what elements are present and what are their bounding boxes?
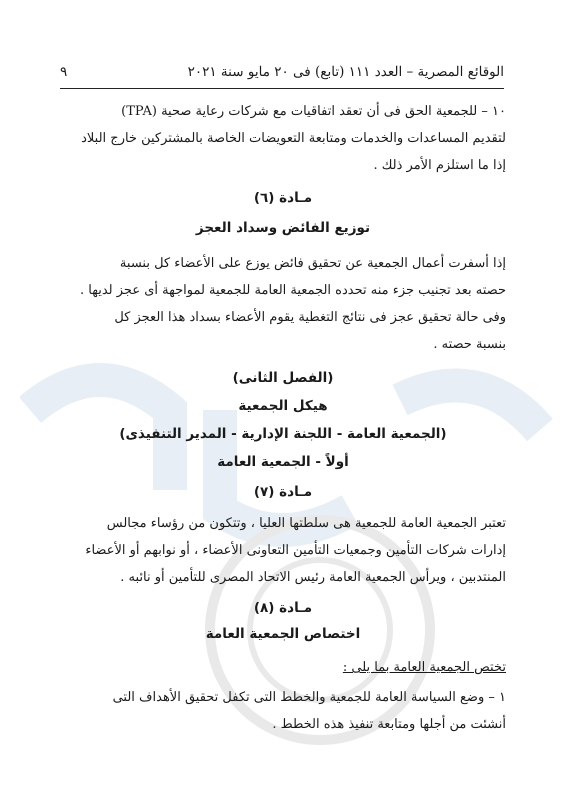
page-header [60,64,504,86]
paragraph-line: وفى حالة تحقيق عجز فى نتائج التغطية يقوم الأعضاء بسداد هذا العجز كل [114,310,506,325]
article-8-item-1 [72,684,506,738]
item-10-line: لتقديم المساعدات والخدمات ومتابعة التعويضات الخاصة بالمشتركين خارج البلاد [81,131,506,146]
paragraph-line: حصته بعد تجنيب جزء منه تحدده الجمعية العامة للجمعية لمواجهة أى عجز لديها . [80,283,506,298]
paragraph-line: تعتبر الجمعية العامة للجمعية هى سلطتها العليا ، وتتكون من رؤساء مجالس [106,516,506,531]
article-7-text [72,510,506,591]
paragraph-line: بنسبة حصته . [433,337,506,352]
page-number: ٩ [60,64,68,80]
paragraph-line: أنشئت من أجلها ومتابعة تنفيذ هذه الخطط . [272,717,506,732]
article-7-heading: مـادة (٧) [253,484,313,500]
paragraph-line: المنتدبين ، ويرأس الجمعية العامة رئيس الاتحاد المصرى للتأمين أو نائبه . [120,570,506,585]
header-rule [60,88,504,89]
article-8-intro-text: تختص الجمعية العامة بما يلى : [342,660,506,675]
article-8-title: اختصاص الجمعية العامة [205,626,361,642]
chapter-2-components: (الجمعية العامة - اللجنة الإدارية - المدير التنفيذى) [119,426,447,442]
gazette-title: الوقائع المصرية – العدد ١١١ (تابع) فى ٢٠ مايو سنة ٢٠٢١ [187,64,504,80]
item-10 [72,98,506,179]
chapter-2-title: (الفصل الثانى) [232,370,334,386]
paragraph-line: إذا أسفرت أعمال الجمعية عن تحقيق فائض يوزع على الأعضاء كل بنسبة [119,256,506,271]
article-8-intro [72,654,506,681]
article-6-paragraph-1 [72,250,506,304]
part-1-title: أولاً - الجمعية العامة [217,454,349,470]
item-10-line: إذا ما استلزم الأمر ذلك . [373,158,506,173]
article-6-heading: مـادة (٦) [253,190,313,206]
article-8-heading: مـادة (٨) [253,600,313,616]
article-6-title: توزيع الفائض وسداد العجز [195,220,371,236]
article-6-paragraph-2 [72,304,506,358]
item-10-line: ١٠ – للجمعية الحق فى أن تعقد اتفاقيات مع شركات رعاية صحية (TPA) [121,104,506,119]
paragraph-line: ١ – وضع السياسة العامة للجمعية والخطط التى تكفل تحقيق الأهداف التى [112,690,506,705]
chapter-2-subtitle: هيكل الجمعية [238,398,328,414]
paragraph-line: إدارات شركات التأمين وجمعيات التأمين التعاونى الأعضاء ، أو نوابهم أو الأعضاء [85,543,506,558]
